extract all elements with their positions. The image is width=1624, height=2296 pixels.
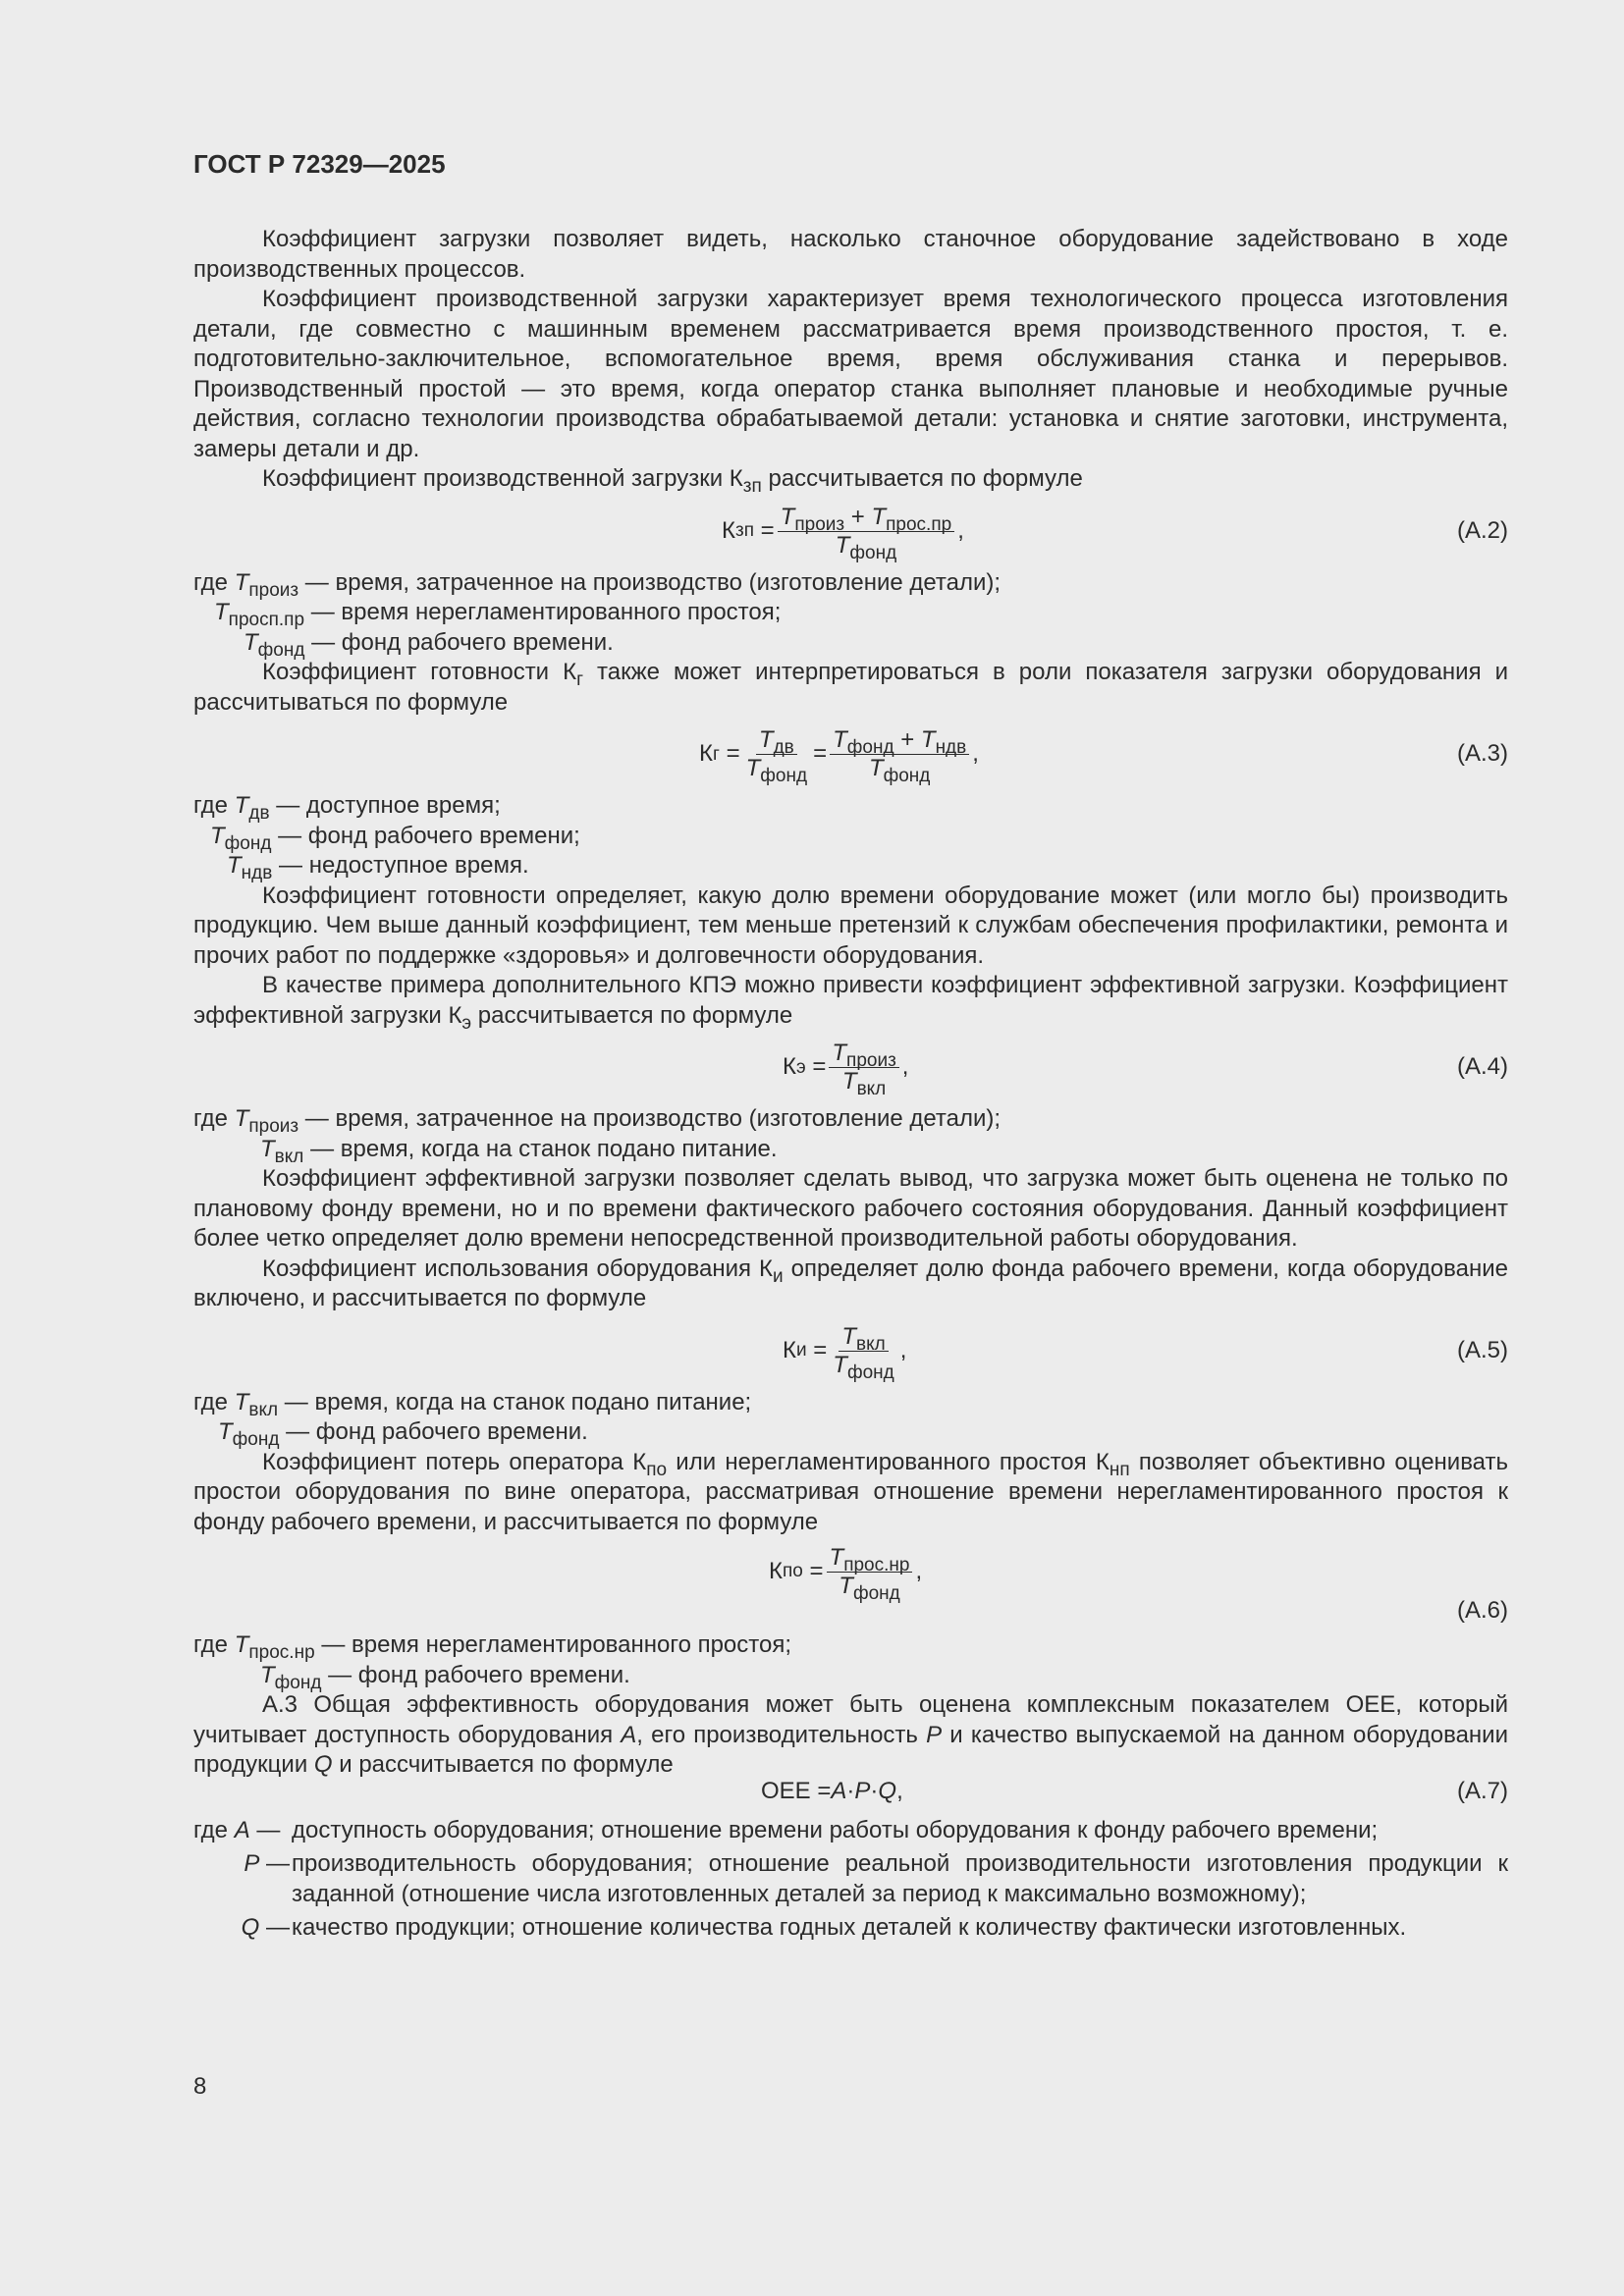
paragraph: Коэффициент эффективной загрузки позволяет сделать вывод, что загрузка может быть оценена не только по плановому фонду времени, но и по времени фактического рабочего состояния оборудования. Данный коэффициент более четко определяет долю времени непосредственной производительной работы оборудования. (193, 1165, 1508, 1252)
fraction: $\frac{T_{произ}}{T_{вкл}}$ (829, 1040, 898, 1095)
page-number: 8 (193, 2073, 207, 2100)
definition-item: где $T_{дв}$ — доступное время; (193, 792, 501, 824)
equation-number: (А.3) (1456, 740, 1508, 768)
equation-number: (А.4) (1456, 1053, 1508, 1081)
definitions-a4 (193, 1104, 1508, 1167)
formula-a3: К г = $\frac{T_{дв}}{T_{фонд}}$ = $\frac{T_{фонд} + T_{ндв}}{T_{фонд}}$ , (А.3) (193, 718, 1508, 791)
paragraph: Коэффициент производственной загрузки $К_{зп}$ рассчитывается по формуле (262, 465, 1083, 497)
equation-number: (А.6) (1456, 1596, 1508, 1624)
document-header: ГОСТ Р 72329—2025 (193, 149, 446, 179)
definitions-a2 (193, 568, 1508, 659)
fraction: $\frac{T_{дв}}{T_{фонд}}$ (745, 726, 808, 786)
definition-item: где A — доступность оборудования; отношение времени работы оборудования к фонду рабочего времени; (193, 1816, 1379, 1843)
definition-item: где $T_{произ}$ — время, затраченное на производство (изготовление детали); (193, 1105, 1001, 1137)
formula-a6: К по = $\frac{T_{прос.нр}}{T_{фонд}}$ , (А.6) (193, 1537, 1508, 1630)
fraction: $\frac{T_{прос.нр}}{T_{фонд}}$ (827, 1544, 913, 1600)
definition-item: где $T_{вкл}$ — время, когда на станок подано питание; (193, 1388, 752, 1420)
formula-a7: ОЕЕ = A · P · Q , (А.7) (193, 1775, 1508, 1810)
paragraph: Коэффициент использования оборудования $К_и$ определяет долю фонда рабочего времени, когда оборудование включено, и рассчитывается по формуле (193, 1255, 1508, 1311)
equation-number: (А.2) (1456, 516, 1508, 544)
definitions-a7 (193, 1816, 1508, 1944)
paragraph: Коэффициент потерь оператора $К_{по}$ или нерегламентированного простоя $К_{нп}$ позволяет объективно оценивать простои оборудования по вине оператора, рассматривая отношение времени нерегламентированного простоя к фонду рабочего времени, и рассчитывается по формуле (193, 1448, 1508, 1535)
paragraph: Коэффициент загрузки позволяет видеть, насколько станочное оборудование задействовано в ходе производственных процессов. (193, 226, 1508, 283)
equation-number: (А.7) (1456, 1778, 1508, 1805)
formula-a4: К э = $\frac{T_{произ}}{T_{вкл}}$ , (А.4) (193, 1031, 1508, 1104)
fraction: $\frac{T_{фонд} + T_{ндв}}{T_{фонд}}$ (830, 726, 969, 782)
definition-item: $T_{фонд}$ — фонд рабочего времени. (218, 1418, 588, 1450)
fraction: $\frac{T_{произ} + T_{прос.пр}}{T_{фонд}}$ (778, 504, 955, 560)
page-content (193, 225, 1508, 1944)
definition-item: $T_{вкл}$ — время, когда на станок подано питание. (260, 1135, 778, 1167)
definitions-a5 (193, 1388, 1508, 1448)
definition-item: $T_{ндв}$ — недоступное время. (227, 852, 529, 883)
fraction: $\frac{T_{вкл}}{T_{фонд}}$ (833, 1322, 894, 1383)
paragraph: Коэффициент производственной загрузки характеризует время технологического процесса изготовления детали, где совместно с машинным временем рассматривается время производственного простоя, т. е. подготовительно-заключительное, вспомогательное время, время обслуживания станка и перерывов. Производственный простой — это время, когда оператор станка выполняет плановые и необходимые ручные действия, согласно технологии производства обрабатываемой детали: установка и снятие заготовки, инструмента, замеры детали и др. (193, 286, 1508, 462)
definitions-a3 (193, 791, 1508, 881)
definition-item: Q — качество продукции; отношение количества годных деталей к количеству фактически изготовленных. (241, 1914, 1407, 1941)
formula-a2: К зп = $\frac{T_{произ} + T_{прос.пр}}{T_{фонд}}$ , (А.2) (193, 495, 1508, 568)
definition-item: где $T_{прос.нр}$ — время нерегламентированного простоя; (193, 1631, 792, 1663)
paragraph: Коэффициент готовности определяет, какую долю времени оборудование может (или могло бы) производить продукцию. Чем выше данный коэффициент, тем меньше претензий к службам обеспечения профилактики, ремонта и прочих работ по поддержке «здоровья» и долговечности оборудования. (193, 881, 1508, 969)
definition-item: где $T_{произ}$ — время, затраченное на производство (изготовление детали); (193, 568, 1001, 601)
definition-item: $T_{просп.пр}$ — время нерегламентированного простоя; (214, 599, 782, 630)
paragraph: А.3 Общая эффективность оборудования может быть оценена комплексным показателем ОЕЕ, который учитывает доступность оборудования А, его производительность P и качество выпускаемой на данном оборудовании продукции Q и рассчитывается по формуле (193, 1691, 1508, 1778)
formula-a5: К и = $\frac{T_{вкл}}{T_{фонд}}$ , (А.5) (193, 1314, 1508, 1388)
equation-number: (А.5) (1456, 1336, 1508, 1363)
definition-item: $T_{фонд}$ — фонд рабочего времени; (210, 822, 580, 854)
definition-item: $T_{фонд}$ — фонд рабочего времени. (260, 1661, 630, 1693)
paragraph: Коэффициент готовности $К_г$ также может интерпретироваться в роли показателя загрузки оборудования и рассчитываться по формуле (193, 659, 1508, 716)
definitions-a6 (193, 1630, 1508, 1693)
definition-item: $T_{фонд}$ — фонд рабочего времени. (244, 628, 614, 661)
paragraph: В качестве примера дополнительного КПЭ можно привести коэффициент эффективной загрузки. Коэффициент эффективной загрузки $К_э$ рассчитывается по формуле (193, 972, 1508, 1034)
definition-item: P — производительность оборудования; отношение реальной производительности изготовления продукции к заданной (отношение числа изготовленных деталей за период к максимально возможному); (244, 1850, 1508, 1907)
